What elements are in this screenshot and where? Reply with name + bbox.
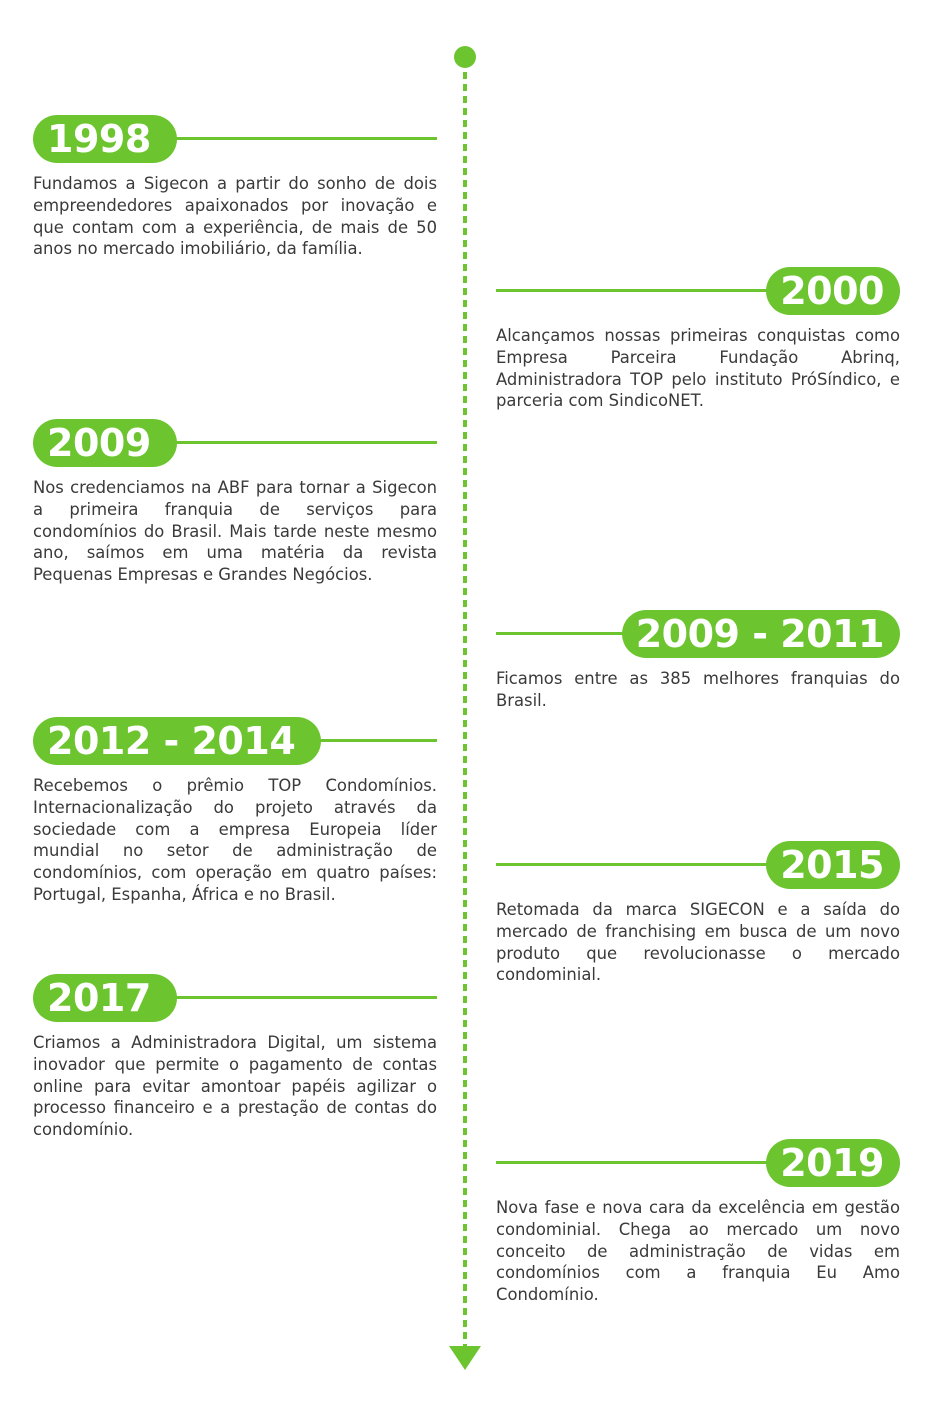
event-header (496, 610, 900, 658)
event-connector-line (496, 863, 800, 866)
timeline-event-2000 (496, 267, 900, 412)
timeline-event-1998 (33, 115, 437, 260)
event-connector-line (133, 441, 437, 444)
timeline-event-2015 (496, 841, 900, 986)
year-badge: 2012 - 2014 (33, 717, 321, 765)
event-header (33, 974, 437, 1022)
event-header (33, 115, 437, 163)
event-connector-line (496, 289, 800, 292)
timeline-end-arrow-icon (449, 1346, 481, 1370)
timeline-event-2017 (33, 974, 437, 1141)
event-description: Criamos a Administradora Digital, um sistema inovador que permite o pagamento de contas online para evitar amontoar papéis agilizar o processo financeiro e a prestação de contas do condomínio. (33, 1033, 437, 1140)
timeline-event-2009-2011 (496, 610, 900, 712)
event-description: Ficamos entre as 385 melhores franquias do Brasil. (496, 669, 900, 710)
event-description: Recebemos o prêmio TOP Condomínios. Internacionalização do projeto através da sociedade com a empresa Europeia líder mundial no setor de administração de condomínios, com operação em quatro países: Portugal, Espanha, África e no Brasil. (33, 776, 437, 904)
year-badge: 2000 (766, 267, 900, 315)
event-description: Nos credenciamos na ABF para tornar a Sigecon a primeira franquia de serviços para condomínios do Brasil. Mais tarde neste mesmo ano, saímos em uma matéria da revista Pequenas Empresas e Grandes Negócios. (33, 478, 437, 585)
timeline-event-2009 (33, 419, 437, 586)
event-description: Fundamos a Sigecon a partir do sonho de dois empreendedores apaixonados por inovação e que contam com a experiência, de mais de 50 anos no mercado imobiliário, da família. (33, 174, 437, 259)
year-badge: 2009 (33, 419, 177, 467)
timeline-event-2012-2014 (33, 717, 437, 906)
year-badge: 2009 - 2011 (622, 610, 900, 658)
event-header (33, 717, 437, 765)
event-description: Retomada da marca SIGECON e a saída do mercado de franchising em busca de um novo produto que revolucionasse o mercado condominial. (496, 900, 900, 985)
year-badge: 2017 (33, 974, 177, 1022)
event-header (496, 1139, 900, 1187)
event-description: Alcançamos nossas primeiras conquistas como Empresa Parceira Fundação Abrinq, Administradora TOP pelo instituto PróSíndico, e parceria com SindicoNET. (496, 326, 900, 411)
year-badge: 2015 (766, 841, 900, 889)
event-connector-line (133, 137, 437, 140)
event-connector-line (133, 996, 437, 999)
event-description: Nova fase e nova cara da excelência em gestão condominial. Chega ao mercado um novo conceito de administração de vidas em condomínios com a franquia Eu Amo Condomínio. (496, 1198, 900, 1305)
event-header (496, 267, 900, 315)
timeline-start-dot (454, 46, 476, 68)
event-connector-line (496, 1161, 800, 1164)
event-header (496, 841, 900, 889)
year-badge: 2019 (766, 1139, 900, 1187)
timeline-event-2019 (496, 1139, 900, 1306)
year-badge: 1998 (33, 115, 177, 163)
event-header (33, 419, 437, 467)
